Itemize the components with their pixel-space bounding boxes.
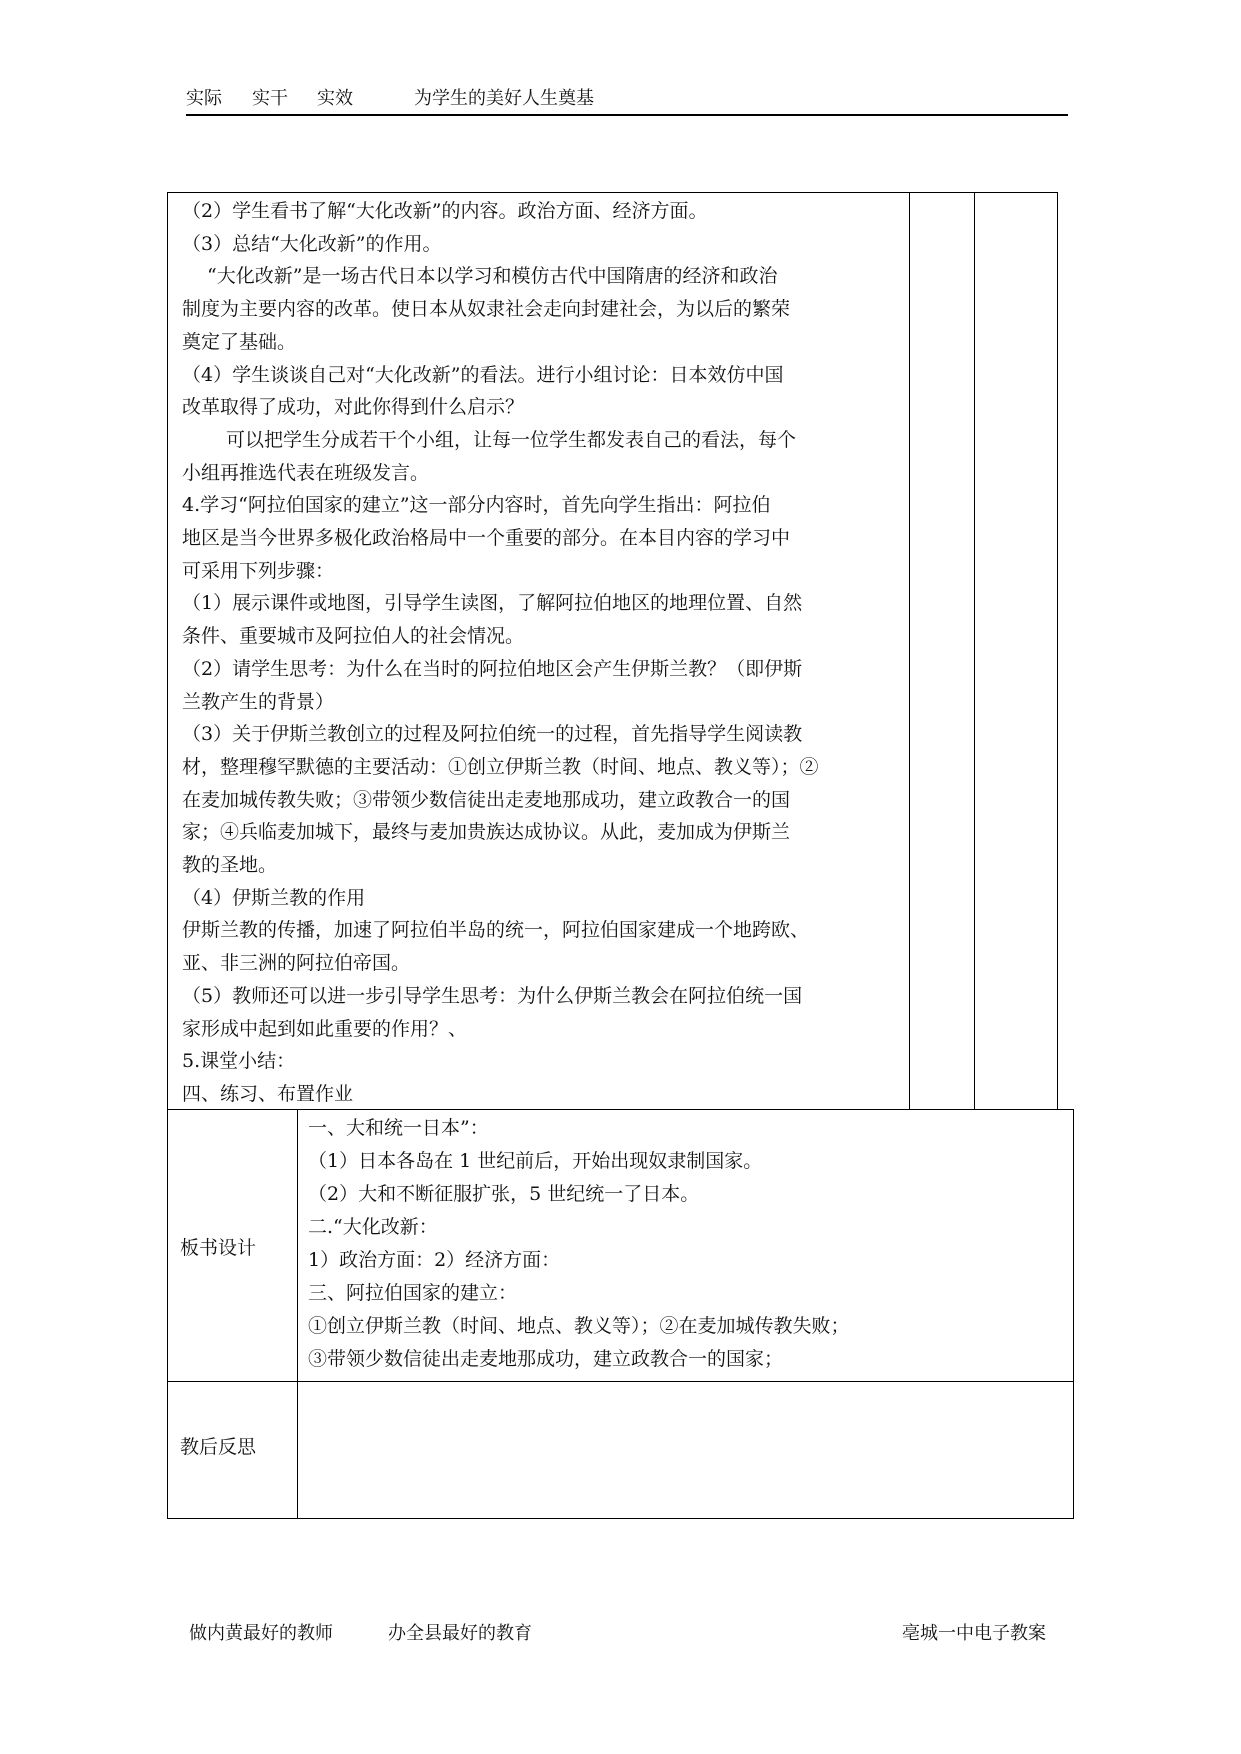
process-line: 小组再推选代表在班级发言。: [182, 461, 430, 484]
process-line: 兰教产生的背景）: [182, 690, 335, 713]
process-line: （3）总结“大化改新”的作用。: [182, 232, 442, 255]
board-line: ①创立伊斯兰教（时间、地点、教义等）；②在麦加城传教失败；: [308, 1315, 850, 1337]
process-line: 5.课堂小结：: [182, 1050, 296, 1073]
header-motto: 为学生的美好人生奠基: [414, 88, 594, 109]
teaching-process-text: [182, 196, 902, 1108]
table-border-top: [167, 192, 1058, 193]
footer-left: 做内黄最好的教师: [189, 1623, 333, 1644]
page-header: [186, 86, 1068, 116]
footer-middle: 办全县最好的教育: [388, 1623, 532, 1644]
board-line: 二.“大化改新：: [308, 1216, 438, 1238]
board-design-text: [308, 1113, 1068, 1378]
process-line: （4）学生谈谈自己对“大化改新”的看法。进行小组讨论：日本效仿中国: [182, 363, 784, 386]
table-border-right-lower: [1073, 1109, 1074, 1519]
process-line: 家；④兵临麦加城下，最终与麦加贵族达成协议。从此，麦加成为伊斯兰: [182, 821, 791, 844]
board-line: ③带领少数信徒出走麦地那成功，建立政教合一的国家；: [308, 1348, 784, 1370]
process-line: （4）伊斯兰教的作用: [182, 886, 366, 909]
header-word-2: 实干: [252, 88, 288, 109]
process-line: （5）教师还可以进一步引导学生思考：为什么伊斯兰教会在阿拉伯统一国: [182, 984, 803, 1007]
process-line: 可以把学生分成若干个小组，让每一位学生都发表自己的看法，每个: [182, 428, 797, 451]
process-line: 地区是当今世界多极化政治格局中一个重要的部分。在本目内容的学习中: [182, 527, 791, 549]
process-line: 教的圣地。: [182, 854, 278, 876]
process-line: （2）学生看书了解“大化改新”的内容。政治方面、经济方面。: [182, 200, 708, 222]
process-line: “大化改新”是一场古代日本以学习和模仿古代中国隋唐的经济和政治: [182, 265, 778, 288]
process-line: 奠定了基础。: [182, 330, 297, 353]
table-border-right-upper: [1057, 192, 1058, 1110]
header-word-3: 实效: [317, 88, 353, 109]
process-line: 亚、非三洲的阿拉伯帝国。: [182, 952, 411, 975]
process-line: （3）关于伊斯兰教创立的过程及阿拉伯统一的过程，首先指导学生阅读教: [182, 723, 803, 746]
board-design-label: 板书设计: [180, 1237, 257, 1259]
process-line: 制度为主要内容的改革。使日本从奴隶社会走向封建社会，为以后的繁荣: [182, 298, 791, 321]
header-word-1: 实际: [186, 88, 222, 109]
board-line: 1）政治方面：2）经济方面：: [308, 1249, 561, 1271]
table-label-divider: [297, 1109, 298, 1519]
process-line: 改革取得了成功，对此你得到什么启示？: [182, 396, 525, 419]
table-divider-board: [167, 1381, 1073, 1382]
board-line: 一、大和统一日本”：: [308, 1117, 489, 1139]
process-line: （1）展示课件或地图，引导学生读图，了解阿拉伯地区的地理位置、自然: [182, 592, 803, 615]
table-border-bottom: [167, 1518, 1073, 1519]
footer-right: 亳城一中电子教案: [902, 1623, 1046, 1644]
table-col-divider-2: [974, 192, 975, 1110]
process-line: 条件、重要城市及阿拉伯人的社会情况。: [182, 625, 525, 648]
process-line: 材，整理穆罕默德的主要活动：①创立伊斯兰教（时间、地点、教义等）；②: [182, 755, 819, 778]
table-divider-process: [167, 1109, 1073, 1110]
process-line: 家形成中起到如此重要的作用？、: [182, 1017, 468, 1040]
process-line: 在麦加城传教失败；③带领少数信徒出走麦地那成功，建立政教合一的国: [182, 788, 791, 811]
process-line: 伊斯兰教的传播，加速了阿拉伯半岛的统一，阿拉伯国家建成一个地跨欧、: [182, 919, 810, 942]
board-line: （2）大和不断征服扩张，5 世纪统一了日本。: [308, 1183, 700, 1205]
table-col-divider-1: [909, 192, 910, 1110]
process-line: 可采用下列步骤：: [182, 559, 335, 582]
table-border-left: [167, 192, 168, 1519]
process-line: 四、练习、布置作业: [182, 1082, 354, 1105]
board-line: 三、阿拉伯国家的建立：: [308, 1282, 518, 1304]
process-line: （2）请学生思考：为什么在当时的阿拉伯地区会产生伊斯兰教？（即伊斯: [182, 657, 803, 680]
board-line: （1）日本各岛在 1 世纪前后，开始出现奴隶制国家。: [308, 1150, 763, 1172]
reflection-label: 教后反思: [180, 1436, 257, 1458]
process-line: 4.学习“阿拉伯国家的建立”这一部分内容时，首先向学生指出：阿拉伯: [182, 494, 771, 517]
